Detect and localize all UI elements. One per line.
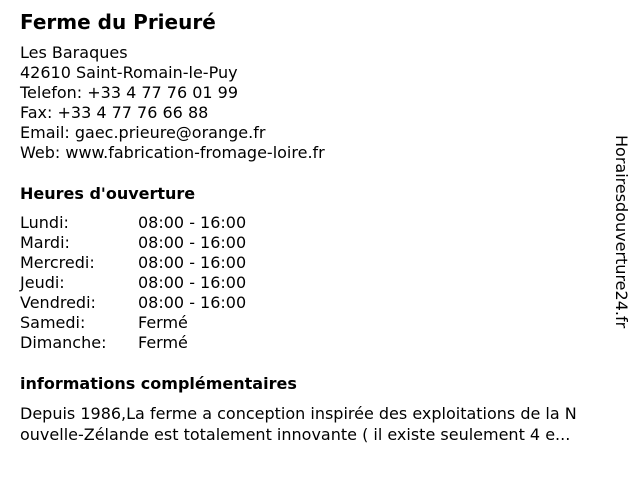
time-value: Fermé bbox=[138, 313, 188, 332]
fax-line: Fax: +33 4 77 76 66 88 bbox=[20, 103, 209, 122]
address-block bbox=[20, 43, 325, 163]
info-heading: informations complémentaires bbox=[20, 374, 297, 393]
info-line: ouvelle-Zélande est totalement innovante ( il existe seulement 4 e... bbox=[20, 425, 571, 444]
email-line: Email: gaec.prieure@orange.fr bbox=[20, 123, 266, 142]
hours-row bbox=[20, 313, 246, 333]
time-value: 08:00 - 16:00 bbox=[138, 233, 247, 252]
hours-row bbox=[20, 213, 246, 233]
hours-table bbox=[20, 213, 246, 353]
business-name: Ferme du Prieuré bbox=[20, 10, 216, 34]
hours-row bbox=[20, 333, 246, 353]
info-text bbox=[20, 403, 620, 445]
day-label: Mercredi: bbox=[20, 253, 95, 272]
city-address: 42610 Saint-Romain-le-Puy bbox=[20, 63, 238, 82]
day-label: Mardi: bbox=[20, 233, 70, 252]
time-value: 08:00 - 16:00 bbox=[138, 293, 247, 312]
day-label: Jeudi: bbox=[20, 273, 65, 292]
hours-row bbox=[20, 253, 246, 273]
time-value: 08:00 - 16:00 bbox=[138, 253, 247, 272]
day-label: Samedi: bbox=[20, 313, 86, 332]
hours-row bbox=[20, 233, 246, 253]
time-value: 08:00 - 16:00 bbox=[138, 273, 247, 292]
site-watermark: Horairesdouverture24.fr bbox=[612, 135, 631, 329]
info-line: Depuis 1986,La ferme a conception inspirée des exploitations de la N bbox=[20, 404, 577, 423]
website-line: Web: www.fabrication-fromage-loire.fr bbox=[20, 143, 325, 162]
hours-row bbox=[20, 293, 246, 313]
phone-line: Telefon: +33 4 77 76 01 99 bbox=[20, 83, 239, 102]
street-address: Les Baraques bbox=[20, 43, 128, 62]
hours-row bbox=[20, 273, 246, 293]
day-label: Lundi: bbox=[20, 213, 69, 232]
day-label: Vendredi: bbox=[20, 293, 96, 312]
day-label: Dimanche: bbox=[20, 333, 107, 352]
time-value: Fermé bbox=[138, 333, 188, 352]
hours-heading: Heures d'ouverture bbox=[20, 184, 196, 203]
time-value: 08:00 - 16:00 bbox=[138, 213, 247, 232]
